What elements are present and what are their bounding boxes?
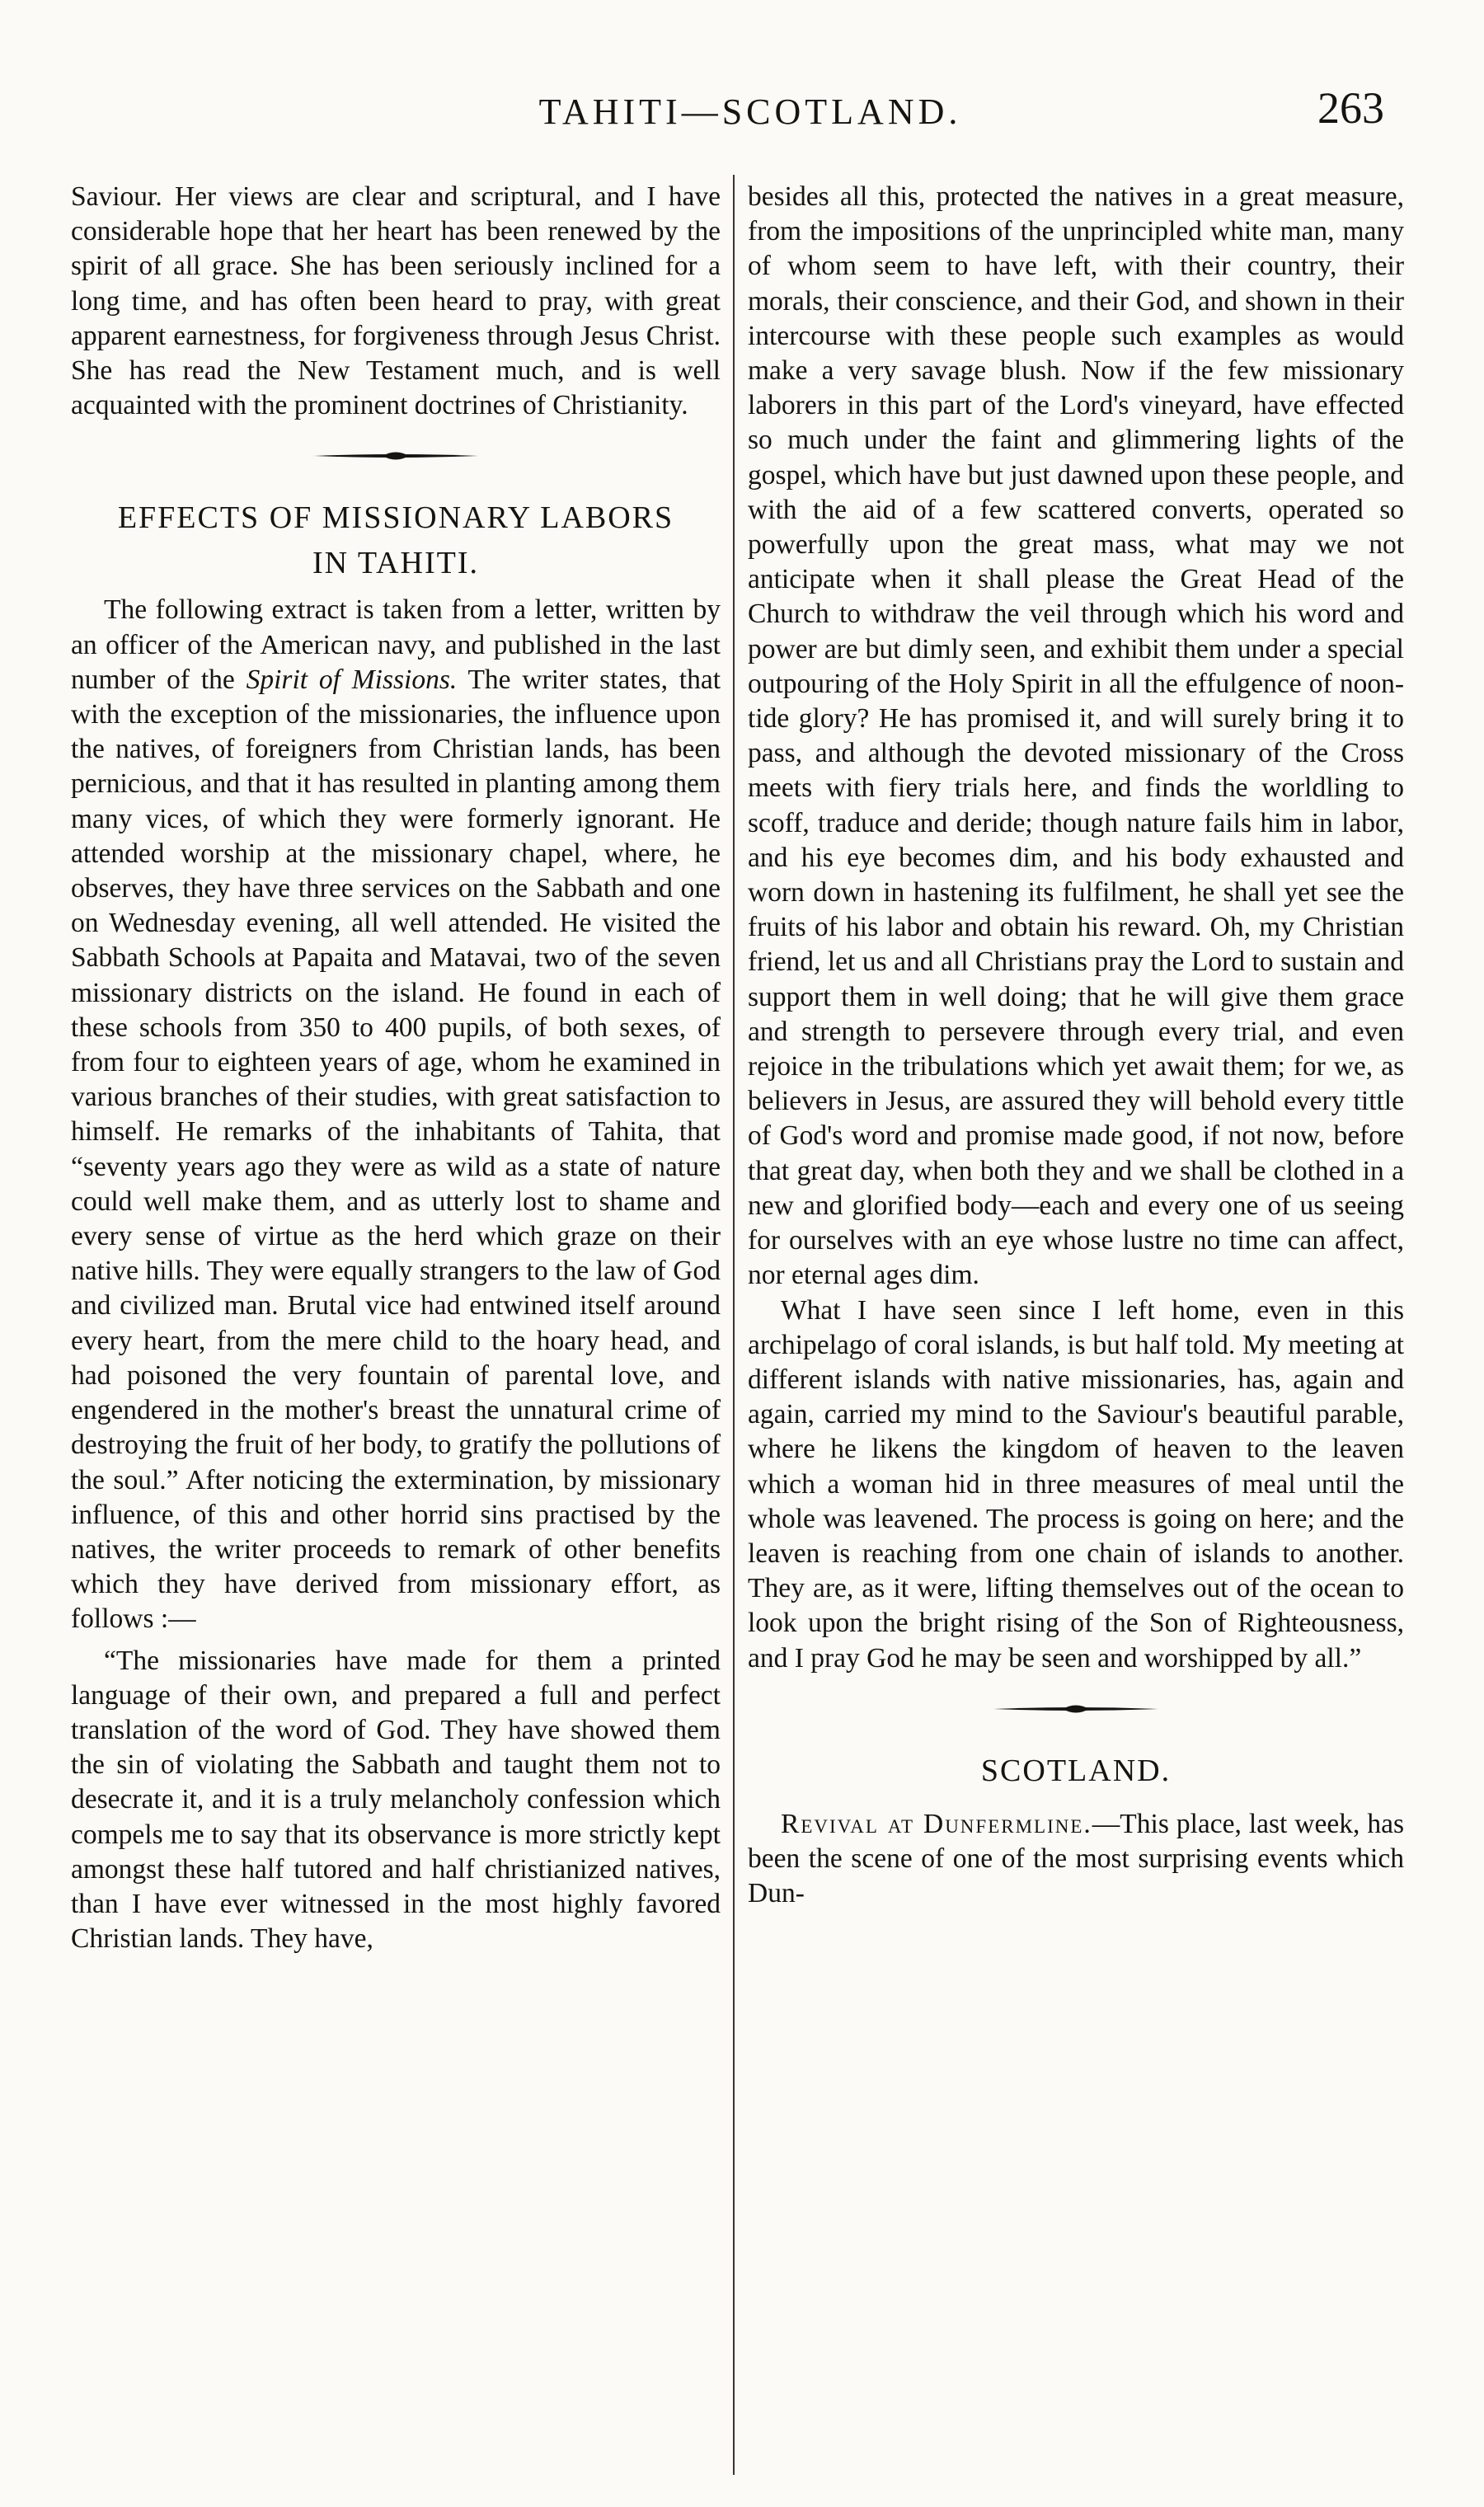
right-column <box>748 180 1404 2480</box>
intro-paragraph: Saviour. Her views are clear and scriptural, and I have considerable hope that her heart has been renewed by the spirit of all grace. She has been seriously inclined for a long time, and has often been heard to pray, with great apparent earnestness, for forgiveness through Jesus Christ. She has read the New Testament much, and is well acquainted with the prominent doctrines of Christianity. <box>71 181 721 421</box>
spacer <box>748 1794 1404 1807</box>
left-column <box>71 180 721 2480</box>
page-header <box>0 79 1484 145</box>
extract-intro-paragraph <box>71 593 721 1636</box>
section-title-line-2: IN TAHITI. <box>312 546 479 581</box>
section-title-line-1: EFFECTS OF MISSIONARY LABORS <box>117 500 674 536</box>
publication-title: Spirit of Missions. <box>246 664 458 695</box>
section-divider-ornament <box>313 448 478 464</box>
spacer <box>71 1637 721 1644</box>
letter-closing-paragraph: What I have seen since I left home, even in this archipelago of coral islands, is but half told. My meeting at different islands with native missionaries, has, again and again, carried my mind to the Saviour's beautiful parable, where he likens the kingdom of heaven to the leaven which a woman hid in three measures of meal until the whole was leavened. The process is going on here; and the leaven is reaching from one chain of islands to another. They are, as it were, lifting themselves out of the ocean to look upon the bright rising of the Son of Righteousness, and I pray God he may be seen and worshipped by all.” <box>748 1294 1404 1674</box>
spacer <box>71 586 721 593</box>
page-number: 263 <box>1317 83 1384 133</box>
revival-text: —This place, last week, has been the scene of one of the most surprising events which Dun- <box>748 1808 1404 1909</box>
section-title-tahiti <box>71 495 721 586</box>
revival-heading: Revival at Dunfermline. <box>781 1808 1092 1839</box>
running-title: TAHITI—SCOTLAND. <box>538 92 962 132</box>
section-divider-ornament <box>993 1701 1158 1717</box>
quoted-letter-paragraph: “The missionaries have made for them a printed language of their own, and prepared a full and perfect translation of the word of God. They have showed them the sin of violating the Sabbath and taught them not to desecrate it, and it is a truly melancholy confession which compels me to say that its observance is more strictly kept amongst these half tutored and half christianized natives, than I have ever witnessed in the most highly favored Christian lands. They have, <box>71 1645 721 1955</box>
extract-intro-text-continued: The writer states, that with the exception of the missionaries, the influence upon the natives, of foreigners from Christian lands, has been pernicious, and that it has resulted in planting among them many vices, of which they were formerly ignorant. He attended worship at the missionary chapel, where, he observes, they have three services on the Sabbath and one on Wednesday evening, all well attended. He visited the Sabbath Schools at Papaita and Matavai, two of the seven missionary districts on the island. He found in each of these schools from 350 to 400 pupils, of both sexes, of from four to eighteen years of age, whom he examined in various branches of their studies, with great satisfaction to himself. He remarks of the inhabitants of Tahita, that “seventy years ago they were as wild as a state of nature could well make them, and as utterly lost to shame and every sense of virtue as the herd which graze on their native hills. They were equally strangers to the law of God and civilized man. Brutal vice had entwined itself around every heart, from the mere child to the hoary head, and had poisoned the very fountain of parental love, and engendered in the mother's breast the unnatural crime of destroying the fruit of her body, to gratify the pollutions of the soul.” After noticing the extermination, by missionary influence, of this and other horrid sins practised by the natives, the writer proceeds to remark of other benefits which they have derived from missionary effort, as follows :— <box>71 664 721 1635</box>
extract-intro-text: The following extract is taken from a letter, written by an officer of the American navy, and published in the last number of the <box>71 594 721 695</box>
revival-paragraph <box>748 1807 1404 1912</box>
column-divider-rule <box>733 175 735 2475</box>
letter-continuation-paragraph: besides all this, protected the natives in a great measure, from the impositions of the unprincipled white man, many of whom seem to have left, with their country, their morals, their conscience, and their God, and shown in their intercourse with these people such examples as would make a very savage blush. Now if the few missionary laborers in this part of the Lord's vineyard, have effected so much under the faint and glimmering lights of the gospel, which have but just dawned upon these people, and with the aid of a few scattered converts, operated so powerfully upon the great mass, what may we not anticipate when it shall please the Great Head of the Church to withdraw the veil through which his word and power are but dimly seen, and exhibit them under a special outpouring of the Holy Spirit in all the effulgence of noon-tide glory? He has promised it, and will surely bring it to pass, and although the devoted missionary of the Cross meets with fiery trials here, and finds the worldling to scoff, traduce and deride; though nature fails him in labor, and his eye becomes dim, and his body exhausted and worn down in hastening its fulfilment, he shall yet see the fruits of his labor and obtain his reward. Oh, my Christian friend, let us and all Christians pray the Lord to sustain and support them in well doing; that he will give them grace and strength to persevere through every trial, and even rejoice in the tribulations which yet await them; for we, as believers in Jesus, are assured they will behold every tittle of God's word and promise made good, if not now, before that great day, when both they and we shall be clothed in a new and glorified body—each and every one of us seeing for ourselves with an eye whose lustre no time can affect, nor eternal ages dim. <box>748 181 1404 1291</box>
section-title-scotland: SCOTLAND. <box>980 1753 1172 1788</box>
